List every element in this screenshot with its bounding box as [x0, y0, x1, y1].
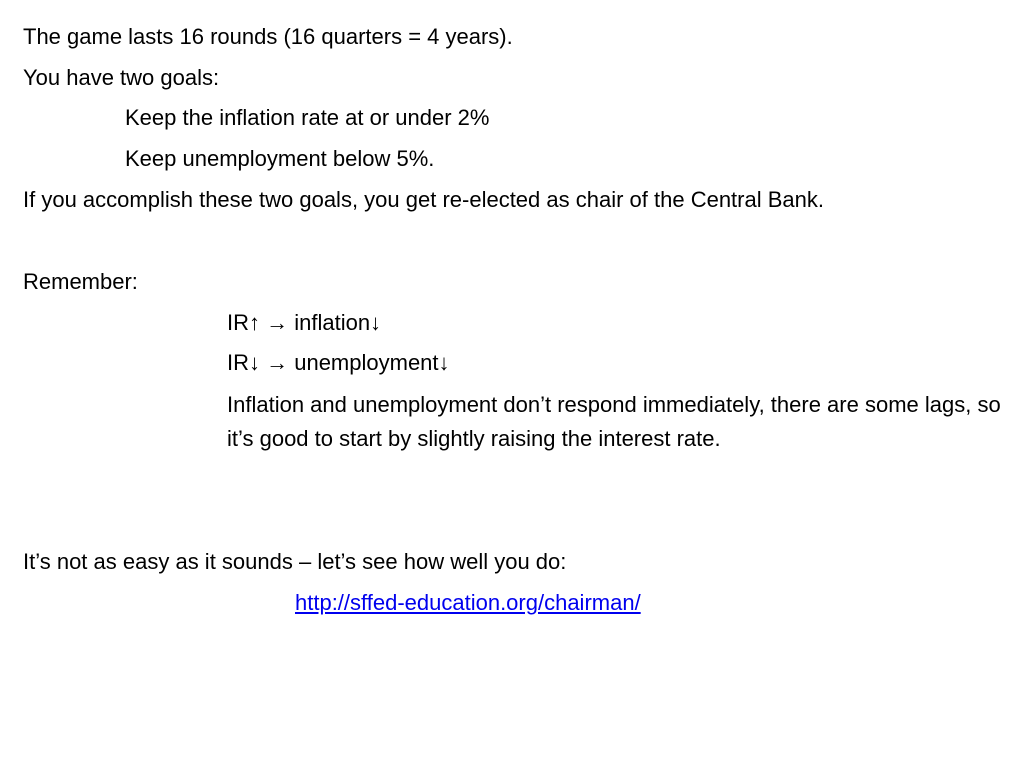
goal-unemployment-text: Keep unemployment below 5%. — [125, 146, 435, 171]
lag-note-text: Inflation and unemployment don’t respond immediately, there are some lags, so it’s good to start by slightly raising the interest rate. — [227, 392, 1001, 451]
reelection-text: If you accomplish these two goals, you get re-elected as chair of the Central Bank. — [23, 187, 824, 212]
rule-ir-up-text: IR↑ → inflation↓ — [227, 310, 382, 335]
rule-ir-down-text: IR↓ → unemployment↓ — [227, 350, 450, 375]
game-length-text: The game lasts 16 rounds (16 quarters = 4 years). — [23, 24, 513, 49]
goal-inflation-text: Keep the inflation rate at or under 2% — [125, 105, 490, 130]
remember-heading: Remember: — [23, 269, 138, 294]
goals-intro-text: You have two goals: — [23, 65, 220, 90]
closing-text: It’s not as easy as it sounds – let’s see how well you do: — [23, 549, 567, 574]
chairman-game-link[interactable]: http://sffed-education.org/chairman/ — [295, 590, 641, 615]
